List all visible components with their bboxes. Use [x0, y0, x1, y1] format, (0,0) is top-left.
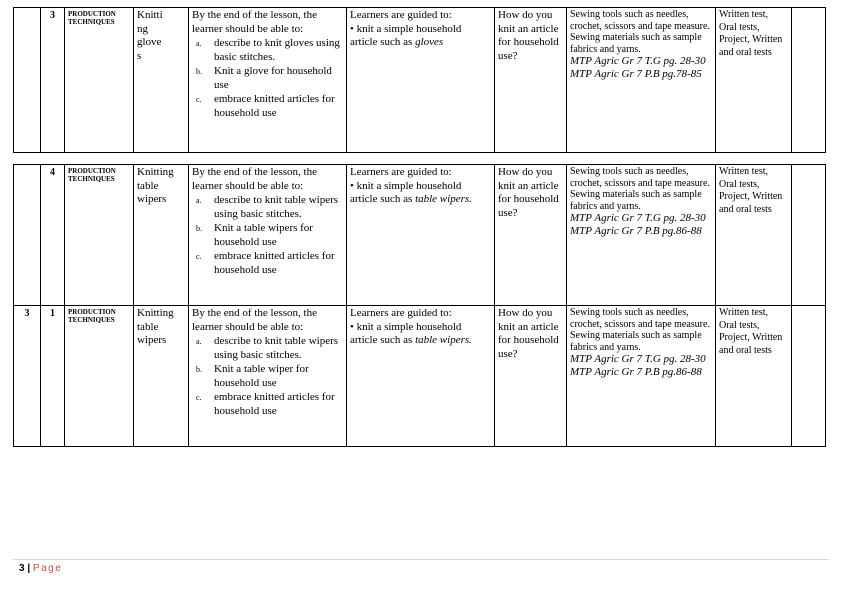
- assessment-cell: Written test, Oral tests, Project, Written and oral tests: [716, 165, 792, 306]
- scheme-table-1: [13, 7, 826, 153]
- table-row: [14, 8, 826, 153]
- strand-cell: PRODUCTION TECHNIQUES: [65, 8, 134, 153]
- week-cell: 3: [14, 306, 41, 447]
- list-item: b. Knit a glove for household use: [196, 65, 332, 91]
- list-item: b. Knit a table wiper for household use: [196, 363, 309, 389]
- sub-strand-cell: Knitti ng glove s: [134, 8, 189, 153]
- sub-strand-cell: Knitting table wipers: [134, 306, 189, 447]
- lesson-cell: 4: [41, 165, 65, 306]
- page-footer: [19, 563, 62, 574]
- learning-experiences-cell: Learners are guided to: • knit a simple household article such as table wipers.: [347, 306, 495, 447]
- page-number: 3: [19, 563, 25, 574]
- learning-experiences-cell: Learners are guided to: • knit a simple household article such as gloves: [347, 8, 495, 153]
- learning-outcomes-cell: [189, 8, 347, 153]
- week-cell: [14, 8, 41, 153]
- resources-cell: Sewing tools such as needles, crochet, scissors and tape measure. Sewing materials such as sample fabrics and yarns. MTP Agric Gr 7 T.G pg. 28-30 MTP Agric Gr 7 P.B pg.86-88: [567, 165, 716, 306]
- list-item: b. Knit a table wipers for household use: [196, 222, 313, 248]
- sub-strand-cell: Knitting table wipers: [134, 165, 189, 306]
- strand-cell: PRODUCTION TECHNIQUES: [65, 165, 134, 306]
- scheme-table-2: [13, 164, 826, 447]
- footer-divider: [13, 559, 829, 560]
- list-item: a. describe to knit table wipers using basic stitches.: [196, 335, 339, 361]
- lesson-cell: 3: [41, 8, 65, 153]
- list-item: a. describe to knit table wipers using basic stitches.: [196, 194, 339, 220]
- remarks-cell: [792, 165, 826, 306]
- resources-cell: Sewing tools such as needles, crochet, scissors and tape measure. Sewing materials such as sample fabrics and yarns. MTP Agric Gr 7 T.G pg. 28-30 MTP Agric Gr 7 P.B pg.78-85: [567, 8, 716, 153]
- list-item: c. embrace knitted articles for household use: [196, 250, 335, 276]
- remarks-cell: [792, 306, 826, 447]
- inquiry-question-cell: How do you knit an article for household use?: [495, 306, 567, 447]
- inquiry-question-cell: How do you knit an article for household use?: [495, 8, 567, 153]
- table-row: [14, 165, 826, 306]
- outcomes-intro: By the end of the lesson, the learner should be able to:: [192, 9, 317, 35]
- page-label: Page: [32, 563, 63, 574]
- remarks-cell: [792, 8, 826, 153]
- list-item: a. describe to knit gloves using basic stitches.: [196, 37, 340, 63]
- inquiry-question-cell: How do you knit an article for household use?: [495, 165, 567, 306]
- list-item: c. embrace knitted articles for household use: [196, 391, 335, 417]
- lesson-cell: 1: [41, 306, 65, 447]
- assessment-cell: Written test, Oral tests, Project, Written and oral tests: [716, 306, 792, 447]
- list-item: c. embrace knitted articles for household use: [196, 93, 335, 119]
- week-cell: [14, 165, 41, 306]
- footer-separator: |: [24, 563, 33, 574]
- learning-outcomes-cell: By the end of the lesson, the learner should be able to: a. describe to knit table wipers using basic stitches. b. Knit a table wipers for household use c. embrace knitted articles for household use: [189, 165, 347, 306]
- learning-experiences-cell: Learners are guided to: • knit a simple household article such as table wipers.: [347, 165, 495, 306]
- assessment-cell: Written test, Oral tests, Project, Written and oral tests: [716, 8, 792, 153]
- resources-cell: Sewing tools such as needles, crochet, scissors and tape measure. Sewing materials such as sample fabrics and yarns. MTP Agric Gr 7 T.G pg. 28-30 MTP Agric Gr 7 P.B pg.86-88: [567, 306, 716, 447]
- strand-cell: PRODUCTION TECHNIQUES: [65, 306, 134, 447]
- learning-outcomes-cell: By the end of the lesson, the learner should be able to: a. describe to knit table wipers using basic stitches. b. Knit a table wiper for household use c. embrace knitted articles for household use: [189, 306, 347, 447]
- table-row: [14, 306, 826, 447]
